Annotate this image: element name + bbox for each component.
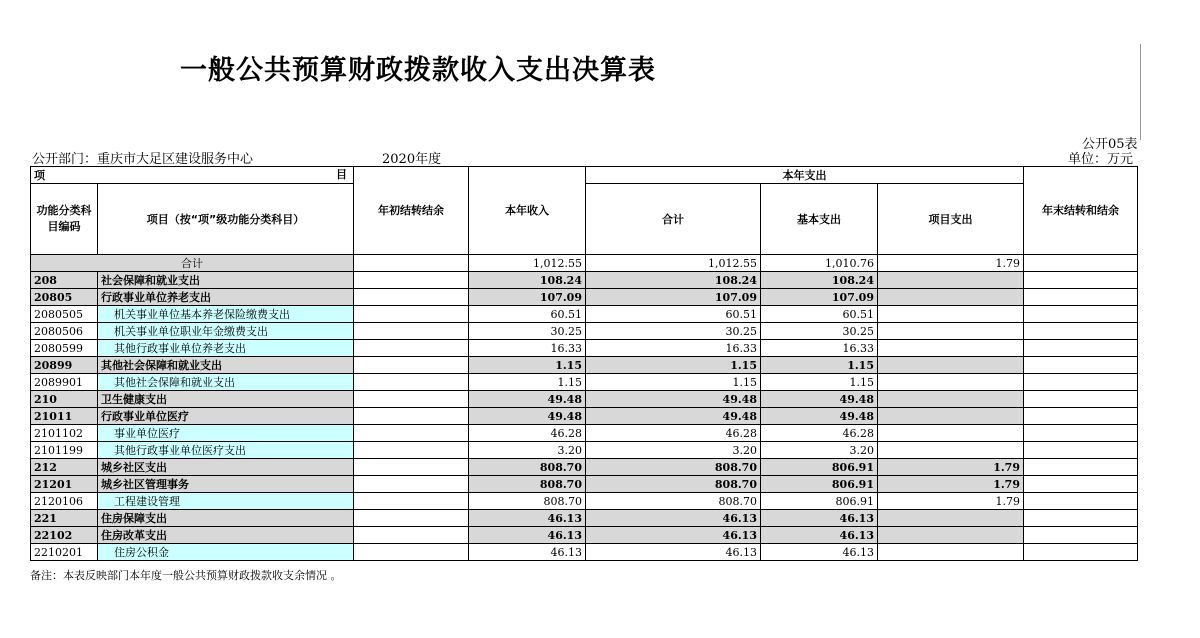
row-name: 卫生健康支出	[98, 391, 354, 408]
row-project	[878, 391, 1024, 408]
row-total: 107.09	[586, 289, 761, 306]
table-row	[31, 459, 1138, 476]
row-basic: 46.13	[761, 544, 878, 561]
row-code: 20805	[31, 289, 98, 306]
row-end	[1024, 323, 1138, 340]
row-code: 2101199	[31, 442, 98, 459]
table-row	[31, 442, 1138, 459]
row-project	[878, 408, 1024, 425]
row-code: 212	[31, 459, 98, 476]
row-begin	[354, 544, 469, 561]
row-code: 221	[31, 510, 98, 527]
table-row	[31, 476, 1138, 493]
row-code: 2080505	[31, 306, 98, 323]
row-begin	[354, 442, 469, 459]
form-number: 公开05表	[1082, 137, 1138, 152]
row-income: 46.28	[469, 425, 586, 442]
header-expense-group: 本年支出	[586, 167, 1024, 184]
row-end	[1024, 391, 1138, 408]
total-total: 1,012.55	[586, 255, 761, 272]
row-project	[878, 272, 1024, 289]
row-income: 108.24	[469, 272, 586, 289]
row-total: 60.51	[586, 306, 761, 323]
row-name: 事业单位医疗	[98, 425, 354, 442]
row-name: 城乡社区支出	[98, 459, 354, 476]
row-total: 1.15	[586, 374, 761, 391]
total-begin	[354, 255, 469, 272]
row-total: 30.25	[586, 323, 761, 340]
row-code: 2210201	[31, 544, 98, 561]
row-name: 工程建设管理	[98, 493, 354, 510]
row-project	[878, 306, 1024, 323]
row-begin	[354, 510, 469, 527]
row-end	[1024, 357, 1138, 374]
row-total: 3.20	[586, 442, 761, 459]
row-begin	[354, 357, 469, 374]
row-income: 808.70	[469, 476, 586, 493]
row-basic: 1.15	[761, 374, 878, 391]
row-basic: 1.15	[761, 357, 878, 374]
row-basic: 46.28	[761, 425, 878, 442]
row-basic: 49.48	[761, 408, 878, 425]
row-total: 46.13	[586, 527, 761, 544]
row-project	[878, 527, 1024, 544]
header-total: 合计	[586, 184, 761, 255]
row-income: 30.25	[469, 323, 586, 340]
row-code: 20899	[31, 357, 98, 374]
total-label: 合计	[31, 255, 354, 272]
header-income: 本年收入	[469, 167, 586, 255]
row-total: 1.15	[586, 357, 761, 374]
row-end	[1024, 289, 1138, 306]
row-begin	[354, 340, 469, 357]
header-project: 项目支出	[878, 184, 1024, 255]
row-income: 46.13	[469, 510, 586, 527]
row-begin	[354, 306, 469, 323]
row-basic: 806.91	[761, 493, 878, 510]
table-row	[31, 374, 1138, 391]
row-name: 机关事业单位职业年金缴费支出	[98, 323, 354, 340]
table-row	[31, 306, 1138, 323]
table-row	[31, 323, 1138, 340]
footnote: 备注：本表反映部门本年度一般公共预算财政拨款收支余情况 。	[30, 569, 342, 582]
row-project	[878, 357, 1024, 374]
total-end	[1024, 255, 1138, 272]
row-total: 108.24	[586, 272, 761, 289]
row-income: 1.15	[469, 374, 586, 391]
row-end	[1024, 442, 1138, 459]
row-project	[878, 289, 1024, 306]
total-income: 1,012.55	[469, 255, 586, 272]
row-name: 社会保障和就业支出	[98, 272, 354, 289]
row-total: 46.13	[586, 544, 761, 561]
row-name: 行政事业单位医疗	[98, 408, 354, 425]
row-begin	[354, 408, 469, 425]
row-begin	[354, 527, 469, 544]
header-item-label: 项	[34, 168, 45, 182]
table-row	[31, 391, 1138, 408]
budget-table	[30, 166, 1138, 561]
total-project: 1.79	[878, 255, 1024, 272]
header-begin-balance: 年初结转结余	[354, 167, 469, 255]
row-name: 行政事业单位养老支出	[98, 289, 354, 306]
header-basic: 基本支出	[761, 184, 878, 255]
row-name: 住房改革支出	[98, 527, 354, 544]
row-income: 49.48	[469, 408, 586, 425]
row-code: 21201	[31, 476, 98, 493]
row-begin	[354, 289, 469, 306]
row-end	[1024, 510, 1138, 527]
row-end	[1024, 340, 1138, 357]
row-end	[1024, 374, 1138, 391]
row-name: 其他行政事业单位医疗支出	[98, 442, 354, 459]
table-row	[31, 272, 1138, 289]
table-row	[31, 425, 1138, 442]
row-total: 46.28	[586, 425, 761, 442]
row-total: 16.33	[586, 340, 761, 357]
row-total: 46.13	[586, 510, 761, 527]
row-project: 1.79	[878, 459, 1024, 476]
row-total: 808.70	[586, 459, 761, 476]
row-basic: 108.24	[761, 272, 878, 289]
total-row	[31, 255, 1138, 272]
row-basic: 806.91	[761, 459, 878, 476]
row-code: 22102	[31, 527, 98, 544]
row-end	[1024, 425, 1138, 442]
row-code: 210	[31, 391, 98, 408]
row-project	[878, 544, 1024, 561]
row-end	[1024, 306, 1138, 323]
header-row-1	[31, 167, 1138, 184]
row-income: 60.51	[469, 306, 586, 323]
row-name: 住房保障支出	[98, 510, 354, 527]
row-code: 208	[31, 272, 98, 289]
header-code: 功能分类科目编码	[31, 184, 98, 255]
table-row	[31, 527, 1138, 544]
row-income: 16.33	[469, 340, 586, 357]
row-code: 2080599	[31, 340, 98, 357]
row-end	[1024, 527, 1138, 544]
row-basic: 107.09	[761, 289, 878, 306]
row-begin	[354, 459, 469, 476]
table-row	[31, 493, 1138, 510]
table-row	[31, 510, 1138, 527]
row-income: 107.09	[469, 289, 586, 306]
row-code: 2089901	[31, 374, 98, 391]
row-name: 城乡社区管理事务	[98, 476, 354, 493]
table-row	[31, 408, 1138, 425]
table-row	[31, 289, 1138, 306]
total-basic: 1,010.76	[761, 255, 878, 272]
row-name: 其他社会保障和就业支出	[98, 357, 354, 374]
row-project	[878, 510, 1024, 527]
row-begin	[354, 391, 469, 408]
row-income: 1.15	[469, 357, 586, 374]
row-end	[1024, 408, 1138, 425]
row-project: 1.79	[878, 493, 1024, 510]
row-total: 808.70	[586, 493, 761, 510]
row-name: 住房公积金	[98, 544, 354, 561]
row-begin	[354, 425, 469, 442]
row-income: 46.13	[469, 527, 586, 544]
row-project	[878, 340, 1024, 357]
row-code: 2101102	[31, 425, 98, 442]
row-total: 49.48	[586, 408, 761, 425]
row-income: 46.13	[469, 544, 586, 561]
row-begin	[354, 272, 469, 289]
divider	[1140, 44, 1141, 140]
header-item-suffix: 目	[336, 168, 347, 181]
row-basic: 806.91	[761, 476, 878, 493]
row-end	[1024, 544, 1138, 561]
row-project	[878, 374, 1024, 391]
row-income: 3.20	[469, 442, 586, 459]
row-begin	[354, 323, 469, 340]
row-end	[1024, 493, 1138, 510]
row-basic: 30.25	[761, 323, 878, 340]
row-basic: 49.48	[761, 391, 878, 408]
row-income: 808.70	[469, 493, 586, 510]
header-end-balance: 年末结转和结余	[1024, 167, 1138, 255]
department-label: 公开部门：重庆市大足区建设服务中心	[32, 152, 254, 167]
row-total: 808.70	[586, 476, 761, 493]
year-label: 2020年度	[382, 152, 442, 167]
table-row	[31, 357, 1138, 374]
row-project	[878, 425, 1024, 442]
row-end	[1024, 272, 1138, 289]
row-name: 其他社会保障和就业支出	[98, 374, 354, 391]
row-name: 机关事业单位基本养老保险缴费支出	[98, 306, 354, 323]
row-basic: 46.13	[761, 510, 878, 527]
page-title: 一般公共预算财政拨款收入支出决算表	[180, 55, 656, 86]
row-project: 1.79	[878, 476, 1024, 493]
unit-label: 单位：万元	[1068, 152, 1134, 167]
row-code: 21011	[31, 408, 98, 425]
row-basic: 46.13	[761, 527, 878, 544]
row-basic: 16.33	[761, 340, 878, 357]
row-basic: 60.51	[761, 306, 878, 323]
row-name: 其他行政事业单位养老支出	[98, 340, 354, 357]
row-total: 49.48	[586, 391, 761, 408]
table-row	[31, 340, 1138, 357]
row-begin	[354, 476, 469, 493]
row-begin	[354, 493, 469, 510]
row-basic: 3.20	[761, 442, 878, 459]
row-end	[1024, 476, 1138, 493]
header-item	[31, 167, 354, 184]
row-code: 2120106	[31, 493, 98, 510]
header-name: 项目（按“项”级功能分类科目）	[98, 184, 354, 255]
row-project	[878, 442, 1024, 459]
row-end	[1024, 459, 1138, 476]
row-code: 2080506	[31, 323, 98, 340]
table-row	[31, 544, 1138, 561]
row-income: 808.70	[469, 459, 586, 476]
row-begin	[354, 374, 469, 391]
row-project	[878, 323, 1024, 340]
row-income: 49.48	[469, 391, 586, 408]
